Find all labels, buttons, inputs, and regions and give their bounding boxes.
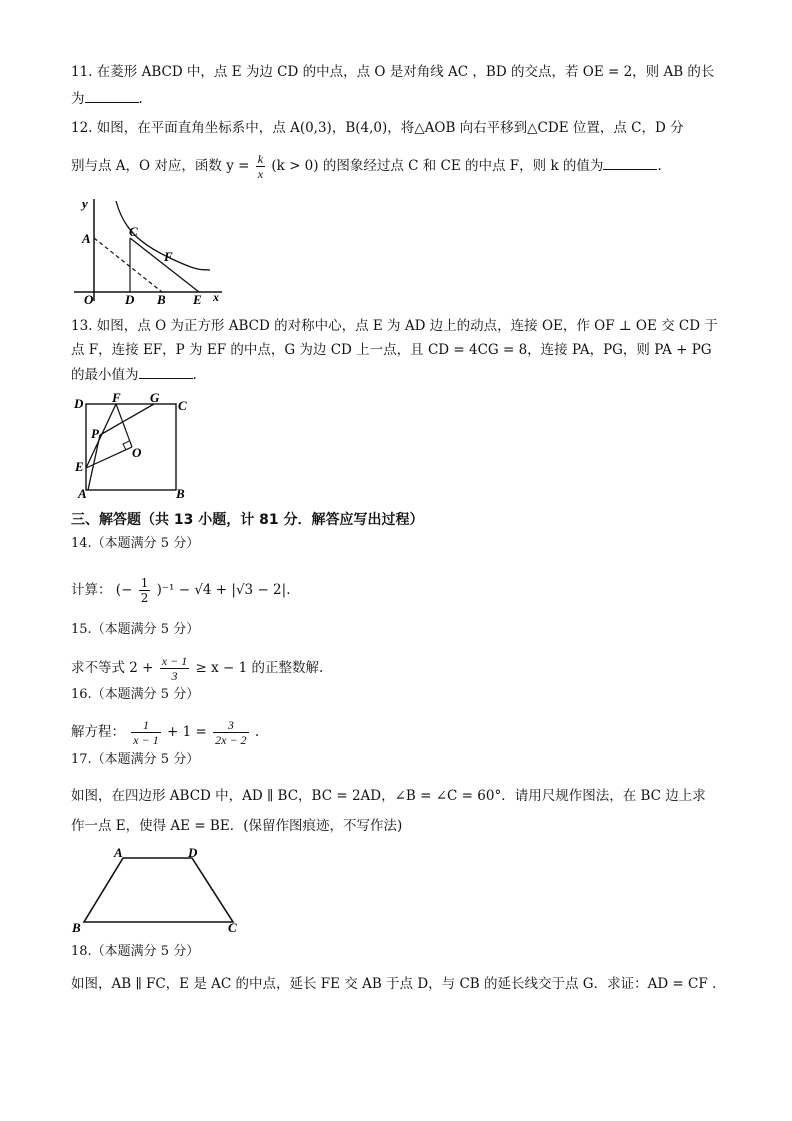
- q13-text: 如图，点 O 为正方形 ABCD 的对称中心，点 E 为 AD 边上的动点，连接 OE，作 OF ⊥ OE 交 CD 于: [96, 318, 718, 334]
- label-C: C: [178, 398, 187, 413]
- q13-figure: [72, 390, 202, 500]
- label-A: A: [114, 845, 123, 860]
- q15-fraction: [160, 654, 189, 683]
- q12-frac-den: x: [257, 167, 264, 181]
- q13-line3: [71, 364, 197, 385]
- q17-figure: [70, 842, 250, 938]
- q16-frac2-num: 3: [213, 718, 248, 733]
- label-P: P: [91, 426, 99, 441]
- q16-expression: [71, 718, 259, 747]
- q16-frac1-den: x − 1: [133, 733, 159, 747]
- label-B: B: [72, 920, 81, 935]
- q15-frac-den: 3: [171, 669, 178, 683]
- q13-end: .: [192, 367, 197, 383]
- label-F: F: [112, 390, 121, 405]
- q16-fraction-1: [131, 718, 160, 747]
- q15-header: 15.（本题满分 5 分）: [71, 622, 200, 637]
- q16-fraction-2: [213, 718, 248, 747]
- q14-label: 计算：: [71, 582, 112, 598]
- q17-line2: 作一点 E，使得 AE = BE．(保留作图痕迹，不写作法): [71, 818, 403, 834]
- q12-line2: [71, 152, 662, 181]
- q11-text2: 为: [71, 91, 85, 107]
- q12-fraction: [256, 152, 265, 181]
- q11-answer-blank[interactable]: [85, 88, 139, 103]
- label-E: E: [75, 459, 84, 474]
- label-y: y: [82, 196, 88, 211]
- q13-text3: 的最小值为: [71, 367, 139, 383]
- q13-number: 13.: [71, 318, 93, 334]
- label-G: G: [150, 390, 160, 405]
- label-D: D: [74, 396, 84, 411]
- q14-expr-b: )⁻¹ − √4 + |√3 − 2|: [156, 582, 287, 598]
- q13-line1: [71, 316, 718, 336]
- q18-text: 如图，AB ∥ FC，E 是 AC 的中点，延长 FE 交 AB 于点 D，与 CB 的延长线交于点 G．求证：AD = CF .: [71, 976, 717, 992]
- label-x: x: [213, 290, 219, 304]
- q15-expression: [71, 654, 323, 683]
- q17-line1: 如图，在四边形 ABCD 中，AD ∥ BC，BC = 2AD，∠B = ∠C = 60°．请用尺规作图法，在 BC 边上求: [71, 788, 706, 804]
- q14-header: 14.（本题满分 5 分）: [71, 536, 200, 551]
- q14-end: .: [286, 582, 291, 598]
- q12-text: 如图，在平面直角坐标系中，点 A(0,3)，B(4,0)，将△AOB 向右平移到△CDE 位置，点 C，D 分: [96, 120, 684, 136]
- q16-mid: + 1 =: [167, 724, 207, 740]
- segment-OE: [86, 447, 132, 468]
- label-B: B: [157, 292, 166, 305]
- q12-text2b: (k > 0) 的图象经过点 C 和 CE 的中点 F，则 k 的值为: [271, 158, 604, 174]
- label-F: F: [164, 249, 173, 264]
- q13-line2: [71, 340, 712, 360]
- q12-number: 12.: [71, 120, 93, 136]
- label-A: A: [82, 231, 91, 246]
- q14-fraction: [139, 576, 151, 605]
- q14-expr-a: (−: [115, 582, 133, 598]
- q18-header: 18.（本题满分 5 分）: [71, 944, 200, 959]
- label-C: C: [129, 224, 138, 239]
- q13-text2: 点 F，连接 EF，P 为 EF 的中点，G 为边 CD 上一点，且 CD = 4CG = 8，连接 PA，PG，则 PA + PG: [71, 342, 712, 358]
- q12-answer-blank[interactable]: [603, 155, 657, 170]
- q16-frac1-num: 1: [131, 718, 160, 733]
- label-B: B: [176, 486, 185, 500]
- q12-end: .: [657, 158, 662, 174]
- segment-AB-dashed: [94, 238, 162, 292]
- q12-figure: [72, 193, 232, 305]
- q13-answer-blank[interactable]: [139, 364, 193, 379]
- q11-line2: [71, 88, 143, 109]
- q11-text: 在菱形 ABCD 中，点 E 为边 CD 的中点，点 O 是对角线 AC ，BD 的交点，若 OE = 2，则 AB 的长: [96, 64, 715, 80]
- label-E: E: [193, 292, 202, 305]
- label-D: D: [125, 292, 135, 305]
- segment-CE: [130, 238, 199, 292]
- q15-frac-num: x − 1: [161, 654, 188, 668]
- trapezoid-ABCD: [84, 858, 233, 922]
- label-O: O: [132, 445, 142, 460]
- q14-expression: [71, 576, 290, 605]
- q11-line1: [71, 62, 714, 82]
- q16-header: 16.（本题满分 5 分）: [71, 687, 200, 702]
- q12-frac-num: k: [257, 152, 264, 166]
- q14-frac-den: 2: [140, 591, 149, 605]
- label-C: C: [228, 920, 237, 935]
- segment-OF: [116, 404, 132, 447]
- section-3-heading: 三、解答题（共 13 小题，计 81 分．解答应写出过程）: [71, 512, 424, 528]
- q17-header: 17.（本题满分 5 分）: [71, 752, 200, 767]
- q15-label: 求不等式 2 +: [71, 660, 154, 676]
- q16-label: 解方程：: [71, 724, 125, 740]
- q12-line1: [71, 118, 684, 138]
- label-O: O: [84, 292, 94, 305]
- q12-text2a: 别与点 A，O 对应，函数 y =: [71, 158, 250, 174]
- q14-frac-num: 1: [140, 576, 149, 590]
- label-A: A: [78, 486, 87, 500]
- q11-end: .: [138, 91, 143, 107]
- q11-number: 11.: [71, 64, 93, 80]
- q15-tail: ≥ x − 1 的正整数解.: [195, 660, 324, 676]
- label-D: D: [188, 845, 198, 860]
- q16-end: .: [254, 724, 260, 740]
- q16-frac2-den: 2x − 2: [215, 733, 247, 747]
